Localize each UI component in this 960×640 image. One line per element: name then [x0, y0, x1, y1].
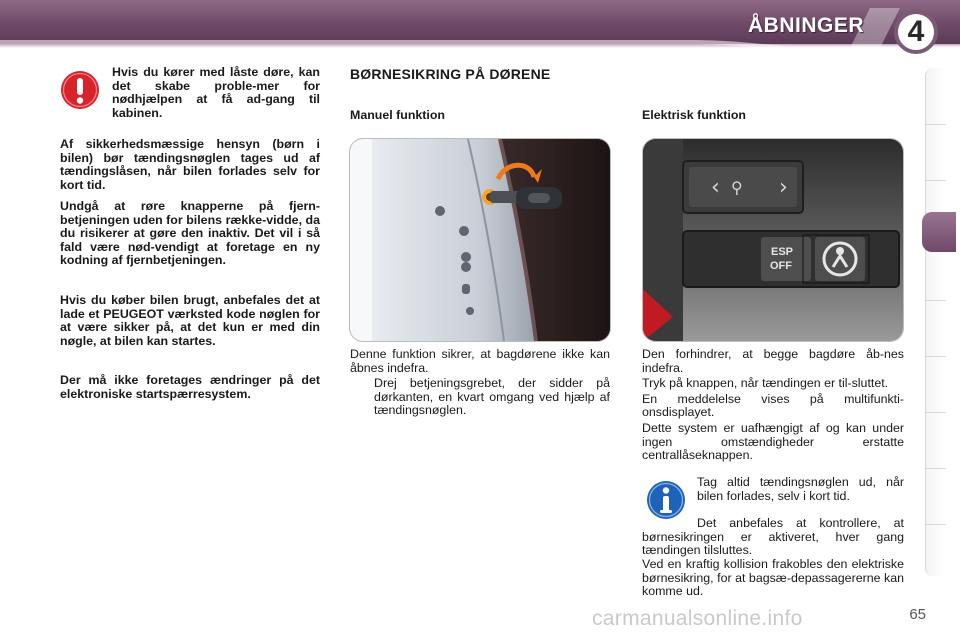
section-title: BØRNESIKRING PÅ DØRENE: [350, 66, 551, 82]
info-note-text: [697, 476, 904, 505]
electric-function-text: [642, 348, 904, 465]
side-tab-divider: [926, 300, 946, 301]
manual-function-heading: Manuel funktion: [350, 108, 445, 122]
chapter-title: ÅBNINGER: [747, 14, 864, 37]
side-tab-divider: [926, 468, 946, 469]
info-note-2: Det anbefales at kontrollere, at børnesikringen er aktiveret, hver gang tændingen tilsluttes.: [642, 516, 904, 558]
remote-paragraph: Undgå at røre knapperne på fjern-betjeningen uden for bilens række-vidde, da du risikerer at gøre den inaktiv. Det vil i så fald være nød-vendigt at foretage en ny kodning af fjernbetjeningen.: [60, 199, 320, 268]
door-edge-illustration: [350, 139, 610, 341]
active-chapter-tab[interactable]: [922, 212, 956, 252]
page-number: 65: [909, 606, 926, 623]
bullet-icon: [350, 377, 374, 418]
chapter-number-badge: 4: [894, 10, 938, 54]
electric-paragraph: Tryk på knappen, når tændingen er til-sluttet.: [642, 376, 889, 391]
manual-instruction-text: Drej betjeningsgrebet, der sidder på dørkanten, en kvart omgang ved hjælp af tændingsnøglen.: [374, 376, 610, 418]
dashboard-switch-illustration: [643, 139, 903, 341]
side-tab-divider: [926, 524, 946, 525]
side-tab-divider: [926, 124, 946, 125]
child-lock-button-photo: [642, 138, 904, 342]
seat-icon: ⚲: [731, 178, 743, 197]
manual-function-text: [350, 348, 610, 418]
info-note-1: Tag altid tændingsnøglen ud, når bilen forlades, selv i kort tid.: [697, 475, 904, 503]
side-tab-divider: [926, 180, 946, 181]
safety-paragraph: Af sikkerhedsmæssige hensyn (børn i bilen) bør tændingsnøglen tages ud af tændingslåsen, når bilen forlades selv for kort tid.: [60, 137, 320, 192]
chapter-side-tabs: [925, 68, 946, 576]
immobiliser-paragraph: Der må ikke foretages ændringer på det elektroniske startspærresystem.: [60, 373, 320, 401]
used-car-paragraph: Hvis du køber bilen brugt, anbefales det at lade et PEUGEOT værksted kode nøglen for at være sikker på, at det kun er med din nøgle, at bilen kan startes.: [60, 293, 320, 348]
left-chevron-icon: ‹: [711, 175, 720, 200]
electric-function-heading: Elektrisk funktion: [642, 108, 746, 122]
electric-paragraph: En meddelelse vises på multifunkti-onsdisplayet.: [642, 391, 904, 420]
electric-paragraph: Dette system er uafhængigt af og kan under ingen omstændigheder erstatte centrallåseknappen.: [642, 420, 904, 463]
info-note-3: Ved en kraftig kollision frakobles den elektriske børnesikring, for at bagsæ-depassagererne kan komme ud.: [642, 557, 904, 599]
electric-paragraph: Den forhindrer, at begge bagdøre åb-nes indefra.: [642, 347, 904, 375]
right-chevron-icon: ›: [779, 175, 788, 200]
watermark: carmanualsonline.info: [592, 607, 803, 630]
esp-label: ESP: [771, 246, 794, 258]
side-tab-divider: [926, 356, 946, 357]
exclamation-warning-icon: [60, 70, 100, 110]
off-label: OFF: [770, 260, 792, 272]
side-tab-divider: [926, 412, 946, 413]
manual-instruction: [350, 377, 610, 418]
manual-description: Denne funktion sikrer, at bagdørene ikke kan åbnes indefra.: [350, 347, 610, 375]
warning-text: Hvis du kører med låste døre, kan det skabe proble-mer for nødhjælpen at få ad-gang til kabinen.: [112, 65, 320, 120]
door-child-lock-photo: [349, 138, 611, 342]
information-icon: [646, 480, 686, 520]
